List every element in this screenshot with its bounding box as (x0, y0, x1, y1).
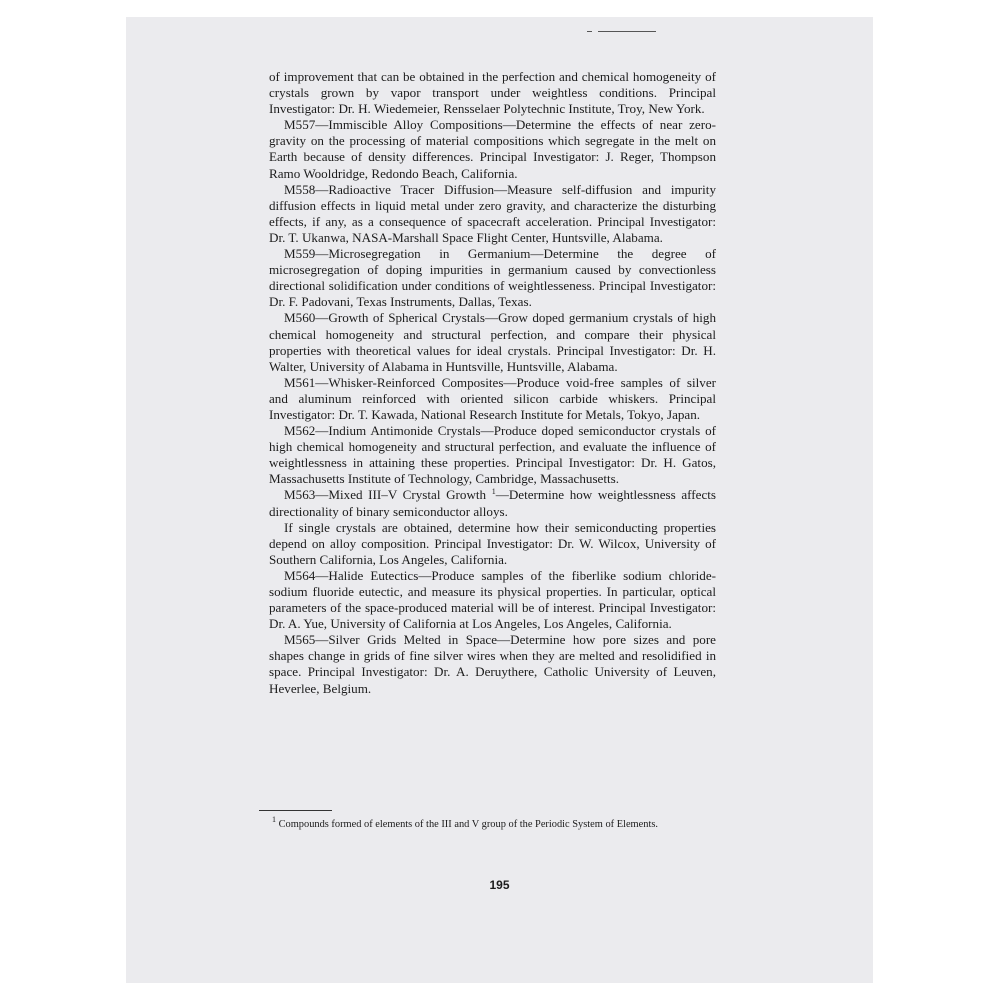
page-number: 195 (489, 878, 510, 892)
paragraph-m563 (269, 487, 716, 519)
paragraph-m563-continued: If single crystals are obtained, determine how their semiconducting properties depend on alloy composition. Principal Investigator: Dr. W. Wilcox, University of Southern California, Los Angeles, California. (269, 519, 716, 567)
document-page (126, 17, 873, 983)
paragraph-m560: M560—Growth of Spherical Crystals—Grow doped germanium crystals of high chemical homogeneity and structural perfection, and compare their physical properties with theoretical values for ideal crystals. Principal Investigator: Dr. H. Walter, University of Alabama in Huntsville, Huntsville, Alabama. (269, 310, 716, 374)
footnote-text: Compounds formed of elements of the III and V group of the Periodic System of Elements. (276, 819, 658, 830)
paragraph-m561: M561—Whisker-Reinforced Composites—Produce void-free samples of silver and aluminum reinforced with oriented silicon carbide whiskers. Principal Investigator: Dr. T. Kawada, National Research Institute for Metals, Tokyo, Japan. (269, 374, 716, 422)
footnote-mark: 1 (272, 815, 276, 824)
m563-text-start: M563—Mixed III–V Crystal Growth (284, 487, 492, 503)
paragraph-m557: M557—Immiscible Alloy Compositions—Determine the effects of near zero-gravity on the processing of material compositions which segregate in the melt on Earth because of density differences. Principal Investigator: J. Reger, Thompson Ramo Wooldridge, Redondo Beach, California. (269, 117, 716, 181)
footnote-reference: 1 (491, 487, 496, 497)
footnote (262, 815, 720, 832)
m563-text-end: —Determine how weightlessness affects directionality of binary semiconductor alloys. (269, 487, 716, 519)
paragraph-m565: M565—Silver Grids Melted in Space—Determine how pore sizes and pore shapes change in grids of fine silver wires when they are melted and resolidified in space. Principal Investigator: Dr. A. Deruythere, Catholic University of Leuven, Heverlee, Belgium. (269, 632, 716, 696)
footnote-rule (259, 810, 332, 811)
paragraph-m559: M559—Microsegregation in Germanium—Determine the degree of microsegregation of doping impurities in germanium caused by convectionless directional solidification under conditions of weightlesseness. Principal Investigator: Dr. F. Padovani, Texas Instruments, Dallas, Texas. (269, 246, 716, 310)
paragraph-m558: M558—Radioactive Tracer Diffusion—Measure self-diffusion and impurity diffusion effects in liquid metal under zero gravity, and characterize the disturbing effects, if any, as a consequence of spacecraft acceleration. Principal Investigator: Dr. T. Ukanwa, NASA-Marshall Space Flight Center, Huntsville, Alabama. (269, 181, 716, 245)
paragraph-m564: M564—Halide Eutectics—Produce samples of the fiberlike sodium chloride-sodium fluoride eutectic, and measure its physical properties. In particular, optical parameters of the space-produced material will be of interest. Principal Investigator: Dr. A. Yue, University of California at Los Angeles, Los Angeles, California. (269, 567, 716, 632)
header-mark (587, 31, 592, 32)
paragraph-continuation: of improvement that can be obtained in the perfection and chemical homogeneity of crystals grown by vapor transport under weightless conditions. Principal Investigator: Dr. H. Wiedemeier, Rensselaer Polytechnic Institute, Troy, New York. (269, 69, 716, 117)
body-text (269, 69, 716, 697)
header-rule (598, 31, 656, 32)
paragraph-m562: M562—Indium Antimonide Crystals—Produce doped semiconductor crystals of high chemical homogeneity and structural perfection, and evaluate the influence of weightlessness in attaining these properties. Principal Investigator: Dr. H. Gatos, Massachusetts Institute of Technology, Cambridge, Massachusetts. (269, 423, 716, 487)
